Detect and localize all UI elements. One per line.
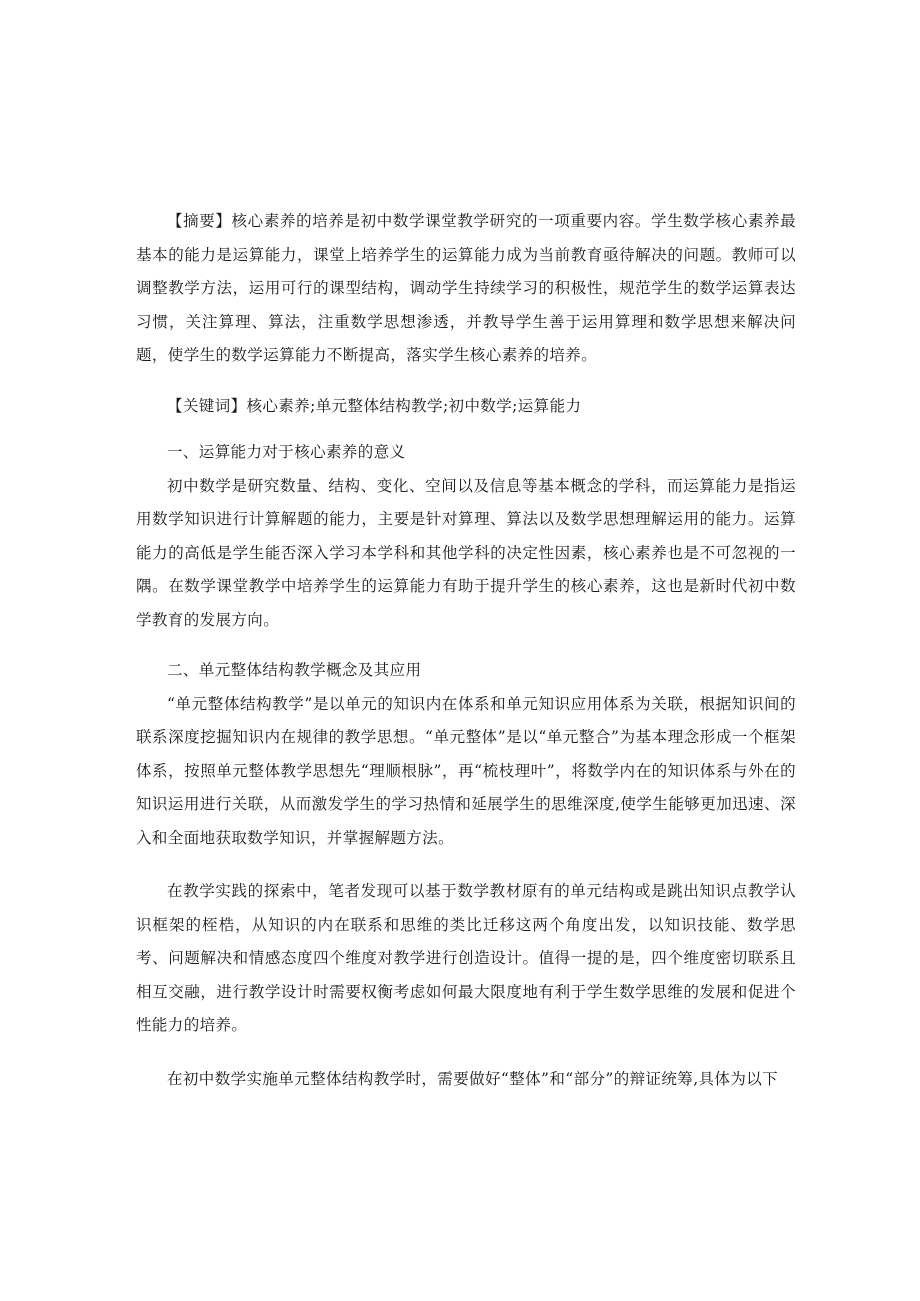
abstract-label: 【摘要】 — [167, 212, 232, 230]
abstract-paragraph — [136, 205, 796, 373]
section-2-paragraph-3: 在初中数学实施单元整体结构教学时，需要做好“整体”和“部分”的辩证统筹,具体为以下 — [167, 1069, 779, 1088]
keywords-paragraph — [136, 390, 796, 424]
section-2-heading: 二、单元整体结构教学概念及其应用 — [167, 661, 422, 679]
section-1-paragraph: 初中数学是研究数量、结构、变化、空间以及信息等基本概念的学科，而运算能力是指运用数学知识进行计算解题的能力，主要是针对算理、算法以及数学思想理解运用的能力。运算能力的高低是学生能否深入学习本学科和其他学科的决定性因素，核心素养也是不可忽视的一隅。在数学课堂教学中培养学生的运算能力有助于提升学生的核心素养，这也是新时代初中数学教育的发展方向。 — [136, 476, 796, 629]
abstract-text: 核心素养的培养是初中数学课堂教学研究的一项重要内容。学生数学核心素养最基本的能力是运算能力，课堂上培养学生的运算能力成为当前教育亟待解决的问题。教师可以调整教学方法，运用可行的课型结构，调动学生持续学习的积极性，规范学生的数学运算表达习惯，关注算理、算法，注重数学思想渗透，并教导学生善于运用算理和数学思想来解决问题，使学生的数学运算能力不断提高，落实学生核心素养的培养。 — [136, 212, 796, 364]
keywords-label: 【关键词】 — [167, 396, 247, 415]
section-2-paragraph-1: “单元整体结构教学”是以单元的知识内在体系和单元知识应用体系为关联，根据知识间的联系深度挖掘知识内在规律的教学思想。“单元整体”是以“单元整合”为基本理念形成一个框架体系，按照单元整体教学思想先“理顺根脉”，再“梳枝理叶”，将数学内在的知识体系与外在的知识运用进行关联，从而激发学生的学习热情和延展学生的思维深度,使学生能够更加迅速、深入和全面地获取数学知识，并掌握解题方法。 — [136, 694, 796, 847]
document-page — [136, 205, 796, 1096]
keywords-text: 核心素养;单元整体结构教学;初中数学;运算能力 — [246, 396, 582, 415]
section-1-heading: 一、运算能力对于核心素养的意义 — [167, 443, 406, 461]
section-2-paragraph-2: 在教学实践的探索中，笔者发现可以基于数学教材原有的单元结构或是跳出知识点教学认识框架的桎梏，从知识的内在联系和思维的类比迁移这两个角度出发，以知识技能、数学思考、问题解决和情感态度四个维度对教学进行创造设计。值得一提的是，四个维度密切联系且相互交融，进行教学设计时需要权衡考虑如何最大限度地有利于学生数学思维的发展和促进个性能力的培养。 — [136, 882, 796, 1034]
